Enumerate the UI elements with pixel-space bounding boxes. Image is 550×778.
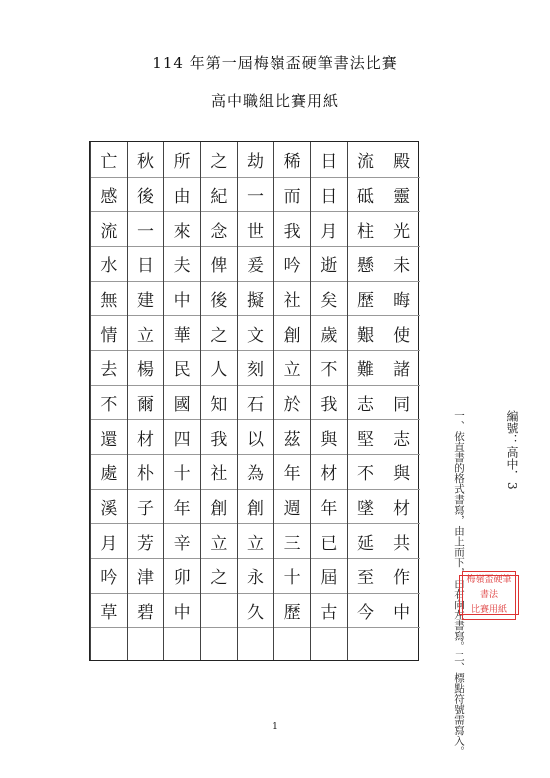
grid-cell: 感 bbox=[91, 177, 127, 212]
grid-cell: 石 bbox=[238, 385, 274, 420]
grid-cell: 由 bbox=[164, 177, 200, 212]
grid-cell: 擬 bbox=[238, 281, 274, 316]
grid-cell: 水 bbox=[91, 246, 127, 281]
grid-cell: 建 bbox=[128, 281, 164, 316]
grid-cell: 立 bbox=[274, 350, 310, 385]
grid-cell: 歲 bbox=[311, 315, 347, 350]
grid-cell: 材 bbox=[128, 419, 164, 454]
grid-cell: 念 bbox=[201, 211, 237, 246]
grid-column bbox=[273, 142, 310, 660]
grid-column bbox=[200, 142, 237, 660]
grid-cell: 後 bbox=[128, 177, 164, 212]
grid-cell: 矣 bbox=[311, 281, 347, 316]
grid-cell: 為 bbox=[238, 454, 274, 489]
grid-cell: 十 bbox=[164, 454, 200, 489]
grid-cell: 中 bbox=[383, 593, 420, 628]
grid-cell: 刻 bbox=[238, 350, 274, 385]
grid-cell: 無 bbox=[91, 281, 127, 316]
grid-cell: 俾 bbox=[201, 246, 237, 281]
grid-cell bbox=[201, 593, 237, 628]
grid-cell: 日 bbox=[320, 151, 338, 172]
grid-cell: 共 bbox=[383, 523, 420, 558]
grid-cell: 創 bbox=[274, 315, 310, 350]
grid-cell: 材 bbox=[383, 489, 420, 524]
grid-cell: 朴 bbox=[128, 454, 164, 489]
grid-cell: 劫 bbox=[246, 151, 264, 172]
grid-cell: 延 bbox=[348, 523, 384, 558]
grid-cell: 使 bbox=[383, 315, 420, 350]
grid-cell: 立 bbox=[238, 523, 274, 558]
grid-column bbox=[383, 142, 420, 660]
grid-cell: 還 bbox=[91, 419, 127, 454]
grid-cell: 與 bbox=[311, 419, 347, 454]
grid-cell: 芳 bbox=[128, 523, 164, 558]
grid-column bbox=[163, 142, 200, 660]
grid-cell: 中 bbox=[164, 281, 200, 316]
grid-cell: 紀 bbox=[201, 177, 237, 212]
grid-column bbox=[90, 142, 127, 660]
grid-cell: 已 bbox=[311, 523, 347, 558]
grid-cell: 砥 bbox=[348, 177, 384, 212]
grid-cell: 之 bbox=[201, 315, 237, 350]
grid-cell: 之 bbox=[210, 151, 228, 172]
grid-cell: 歷 bbox=[348, 281, 384, 316]
page-number: 1 bbox=[272, 722, 278, 732]
grid-cell bbox=[311, 627, 347, 662]
document-subtitle: 高中職組比賽用紙 bbox=[210, 92, 339, 110]
grid-cell: 日 bbox=[128, 246, 164, 281]
seal-stamp bbox=[459, 575, 519, 615]
grid-column bbox=[347, 142, 384, 660]
grid-cell: 未 bbox=[383, 246, 420, 281]
grid-cell: 懸 bbox=[348, 246, 384, 281]
grid-cell: 至 bbox=[348, 558, 384, 593]
grid-cell: 堅 bbox=[348, 419, 384, 454]
grid-cell: 不 bbox=[311, 350, 347, 385]
grid-cell: 立 bbox=[201, 523, 237, 558]
grid-cell: 艱 bbox=[348, 315, 384, 350]
grid-cell: 我 bbox=[274, 211, 310, 246]
grid-cell bbox=[274, 627, 310, 662]
grid-cell: 四 bbox=[164, 419, 200, 454]
grid-cell: 文 bbox=[238, 315, 274, 350]
writing-grid bbox=[89, 141, 419, 661]
grid-cell: 而 bbox=[274, 177, 310, 212]
grid-cell: 一 bbox=[238, 177, 274, 212]
grid-column bbox=[237, 142, 274, 660]
grid-cell: 於 bbox=[274, 385, 310, 420]
grid-cell bbox=[128, 627, 164, 662]
grid-cell: 年 bbox=[274, 454, 310, 489]
grid-cell: 碧 bbox=[128, 593, 164, 628]
grid-cell bbox=[201, 627, 237, 662]
grid-cell: 吟 bbox=[274, 246, 310, 281]
grid-cell: 不 bbox=[91, 385, 127, 420]
grid-cell: 晦 bbox=[383, 281, 420, 316]
grid-cell: 後 bbox=[201, 281, 237, 316]
grid-cell: 古 bbox=[311, 593, 347, 628]
grid-cell: 夫 bbox=[164, 246, 200, 281]
grid-cell: 去 bbox=[91, 350, 127, 385]
document-title: 114 年第一屆梅嶺盃硬筆書法比賽 bbox=[152, 54, 398, 72]
grid-cell: 辛 bbox=[164, 523, 200, 558]
grid-cell: 同 bbox=[383, 385, 420, 420]
instructions-note: 一、依直書的格式書寫，由上而下，由右向左書寫。二、標點符號需寫入。 bbox=[453, 410, 465, 757]
grid-cell: 世 bbox=[238, 211, 274, 246]
grid-cell: 以 bbox=[238, 419, 274, 454]
grid-cell: 志 bbox=[383, 419, 420, 454]
grid-cell: 來 bbox=[164, 211, 200, 246]
grid-cell bbox=[348, 627, 384, 662]
grid-cell: 國 bbox=[164, 385, 200, 420]
grid-cell: 諸 bbox=[383, 350, 420, 385]
grid-cell: 與 bbox=[383, 454, 420, 489]
grid-cell bbox=[91, 627, 127, 662]
grid-cell: 流 bbox=[91, 211, 127, 246]
grid-cell: 秋 bbox=[136, 151, 154, 172]
grid-cell: 民 bbox=[164, 350, 200, 385]
grid-cell: 難 bbox=[348, 350, 384, 385]
grid-cell bbox=[383, 627, 420, 662]
grid-cell: 久 bbox=[238, 593, 274, 628]
grid-cell: 草 bbox=[91, 593, 127, 628]
grid-cell: 我 bbox=[311, 385, 347, 420]
grid-cell: 情 bbox=[91, 315, 127, 350]
grid-cell: 創 bbox=[238, 489, 274, 524]
grid-cell: 屆 bbox=[311, 558, 347, 593]
grid-cell: 志 bbox=[348, 385, 384, 420]
grid-cell: 柱 bbox=[348, 211, 384, 246]
grid-cell: 月 bbox=[91, 523, 127, 558]
grid-cell: 所 bbox=[173, 151, 191, 172]
grid-cell: 靈 bbox=[383, 177, 420, 212]
serial-number: 編號：高中．3 bbox=[505, 410, 519, 490]
grid-cell: 中 bbox=[164, 593, 200, 628]
grid-cell: 之 bbox=[201, 558, 237, 593]
grid-cell: 溪 bbox=[91, 489, 127, 524]
grid-cell: 三 bbox=[274, 523, 310, 558]
grid-cell: 卯 bbox=[164, 558, 200, 593]
grid-cell: 歷 bbox=[274, 593, 310, 628]
grid-cell: 日 bbox=[311, 177, 347, 212]
grid-cell: 爾 bbox=[128, 385, 164, 420]
grid-cell: 一 bbox=[128, 211, 164, 246]
grid-cell: 社 bbox=[274, 281, 310, 316]
grid-cell: 知 bbox=[201, 385, 237, 420]
grid-cell: 人 bbox=[201, 350, 237, 385]
grid-cell: 週 bbox=[274, 489, 310, 524]
grid-cell: 創 bbox=[201, 489, 237, 524]
grid-cell: 年 bbox=[311, 489, 347, 524]
grid-cell: 今 bbox=[348, 593, 384, 628]
grid-column bbox=[127, 142, 164, 660]
grid-cell: 年 bbox=[164, 489, 200, 524]
grid-cell: 逝 bbox=[311, 246, 347, 281]
grid-cell: 楊 bbox=[128, 350, 164, 385]
grid-cell: 爰 bbox=[238, 246, 274, 281]
grid-cell bbox=[238, 627, 274, 662]
grid-cell: 津 bbox=[128, 558, 164, 593]
grid-cell: 處 bbox=[91, 454, 127, 489]
grid-cell: 月 bbox=[311, 211, 347, 246]
grid-cell: 我 bbox=[201, 419, 237, 454]
grid-cell bbox=[164, 627, 200, 662]
seal-stamp-line1: 梅嶺盃硬筆書法 bbox=[466, 574, 512, 600]
grid-cell: 作 bbox=[383, 558, 420, 593]
grid-cell: 稀 bbox=[283, 151, 301, 172]
grid-cell: 墜 bbox=[348, 489, 384, 524]
grid-cell: 十 bbox=[274, 558, 310, 593]
grid-cell: 光 bbox=[383, 211, 420, 246]
grid-cell: 子 bbox=[128, 489, 164, 524]
grid-cell: 華 bbox=[164, 315, 200, 350]
grid-cell: 不 bbox=[348, 454, 384, 489]
grid-cell: 社 bbox=[201, 454, 237, 489]
grid-cell: 永 bbox=[238, 558, 274, 593]
grid-column bbox=[310, 142, 347, 660]
grid-cell: 材 bbox=[311, 454, 347, 489]
seal-stamp-line2: 比賽用紙 bbox=[470, 604, 507, 615]
grid-cell: 茲 bbox=[274, 419, 310, 454]
grid-cell: 殿 bbox=[393, 151, 411, 172]
grid-cell: 亡 bbox=[100, 151, 118, 172]
grid-cell: 吟 bbox=[91, 558, 127, 593]
grid-cell: 立 bbox=[128, 315, 164, 350]
grid-cell: 流 bbox=[356, 151, 374, 172]
